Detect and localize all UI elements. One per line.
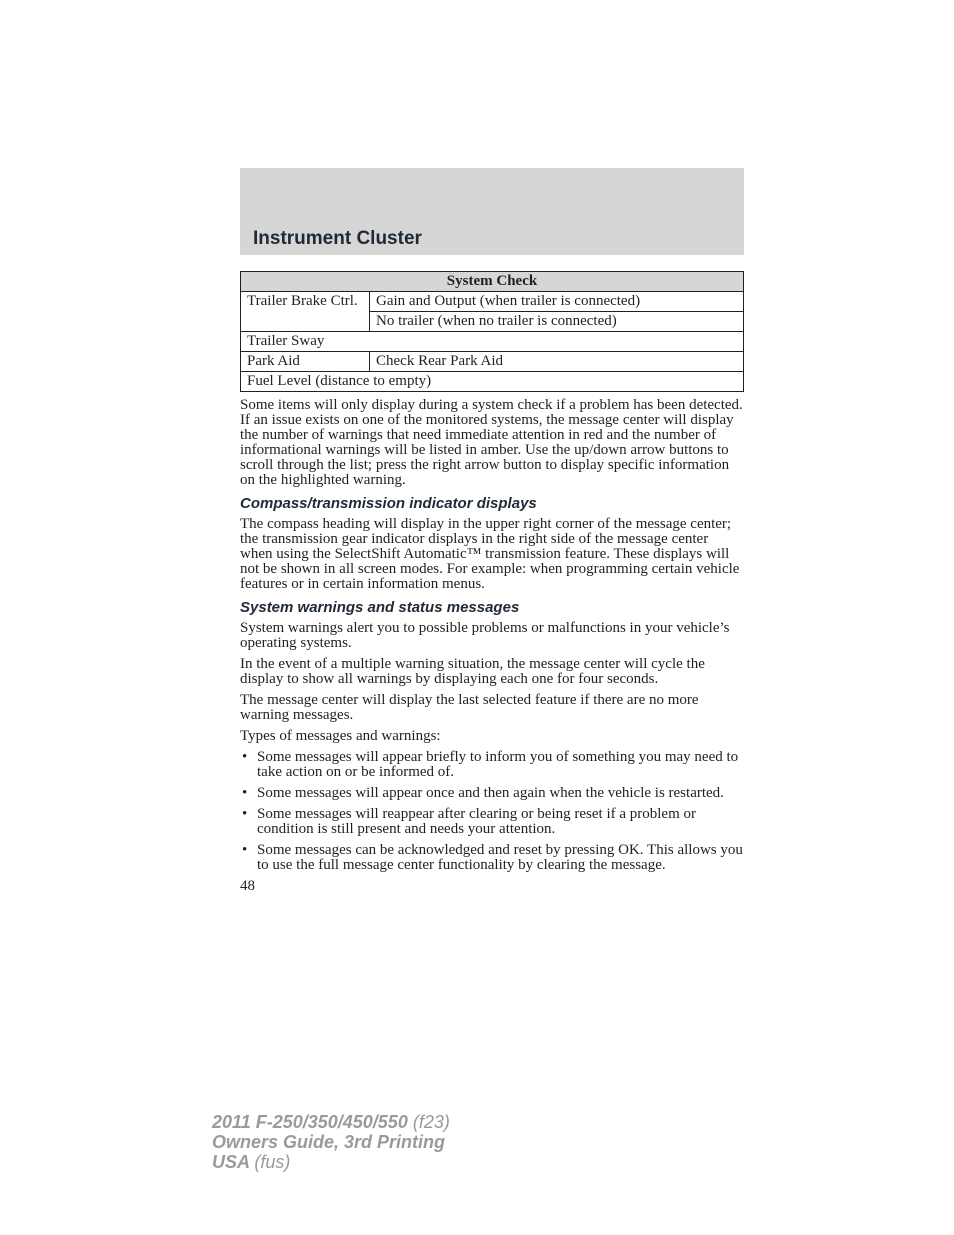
list-item bbox=[240, 786, 744, 801]
intro-paragraph: Some items will only display during a system check if a problem has been detected. If an issue exists on one of the monitored systems, the message center will display the number of warnings that need immediate attention in red and the number of informational warnings will be listed in amber. Use the up/down arrow buttons to scroll through the list; press the right arrow button to display specific information on the highlighted warning. bbox=[240, 397, 743, 488]
warnings-paragraph: In the event of a multiple warning situation, the message center will cycle the display to show all warnings by displaying each one for four seconds. bbox=[240, 656, 705, 687]
footer-market: USA bbox=[212, 1152, 250, 1172]
list-item-text: Some messages will appear once and then again when the vehicle is restarted. bbox=[257, 785, 724, 801]
section-header-band bbox=[240, 168, 744, 255]
compass-paragraph: The compass heading will display in the upper right corner of the message center; the transmission gear indicator displays in the right side of the message center when using the SelectShift Automatic™ transmission feature. These displays will not be shown in all screen modes. For example: when programming certain vehicle features or in certain information menus. bbox=[240, 516, 740, 592]
compass-heading: Compass/transmission indicator displays bbox=[240, 495, 537, 512]
bullet-icon: • bbox=[242, 785, 248, 801]
message-types-list bbox=[240, 750, 744, 873]
footer-line bbox=[212, 1152, 450, 1172]
system-check-table bbox=[240, 271, 744, 392]
trailer-brake-item: Gain and Output (when trailer is connected) bbox=[370, 292, 744, 312]
fuel-level-cell: Fuel Level (distance to empty) bbox=[241, 372, 744, 392]
footer-market-code: (fus) bbox=[254, 1152, 291, 1172]
list-item-text: Some messages will appear briefly to inform you of something you may need to take action on or be informed of. bbox=[257, 749, 739, 780]
list-item bbox=[240, 807, 744, 837]
list-item bbox=[240, 750, 744, 780]
table-row bbox=[241, 372, 744, 392]
table-row bbox=[241, 332, 744, 352]
footer-line: Owners Guide, 3rd Printing bbox=[212, 1132, 446, 1152]
warnings-paragraph: The message center will display the last selected feature if there are no more warning messages. bbox=[240, 692, 699, 723]
trailer-brake-label: Trailer Brake Ctrl. bbox=[241, 292, 370, 332]
park-aid-label: Park Aid bbox=[241, 352, 370, 372]
bullet-icon: • bbox=[242, 806, 248, 822]
body-content bbox=[240, 398, 744, 894]
types-intro: Types of messages and warnings: bbox=[240, 728, 441, 744]
table-header-row bbox=[241, 272, 744, 292]
warnings-heading: System warnings and status messages bbox=[240, 599, 520, 616]
list-item bbox=[240, 843, 744, 873]
warnings-paragraph: System warnings alert you to possible problems or malfunctions in your vehicle’s operating systems. bbox=[240, 620, 730, 651]
trailer-brake-item: No trailer (when no trailer is connected) bbox=[370, 312, 744, 332]
footer-model: 2011 F-250/350/450/550 bbox=[212, 1112, 408, 1132]
footer-imprint bbox=[212, 1112, 450, 1172]
bullet-icon: • bbox=[242, 749, 248, 765]
bullet-icon: • bbox=[242, 842, 248, 858]
table-row bbox=[241, 352, 744, 372]
footer-model-code: (f23) bbox=[412, 1112, 450, 1132]
park-aid-value: Check Rear Park Aid bbox=[370, 352, 744, 372]
page-number: 48 bbox=[240, 878, 255, 894]
footer-line bbox=[212, 1112, 450, 1132]
table-heading: System Check bbox=[241, 272, 744, 292]
table-row bbox=[241, 292, 744, 312]
section-title: Instrument Cluster bbox=[253, 228, 422, 249]
trailer-sway-cell: Trailer Sway bbox=[241, 332, 744, 352]
list-item-text: Some messages will reappear after clearing or being reset if a problem or condition is still present and needs your attention. bbox=[257, 806, 696, 837]
list-item-text: Some messages can be acknowledged and reset by pressing OK. This allows you to use the full message center functionality by clearing the message. bbox=[257, 842, 743, 873]
